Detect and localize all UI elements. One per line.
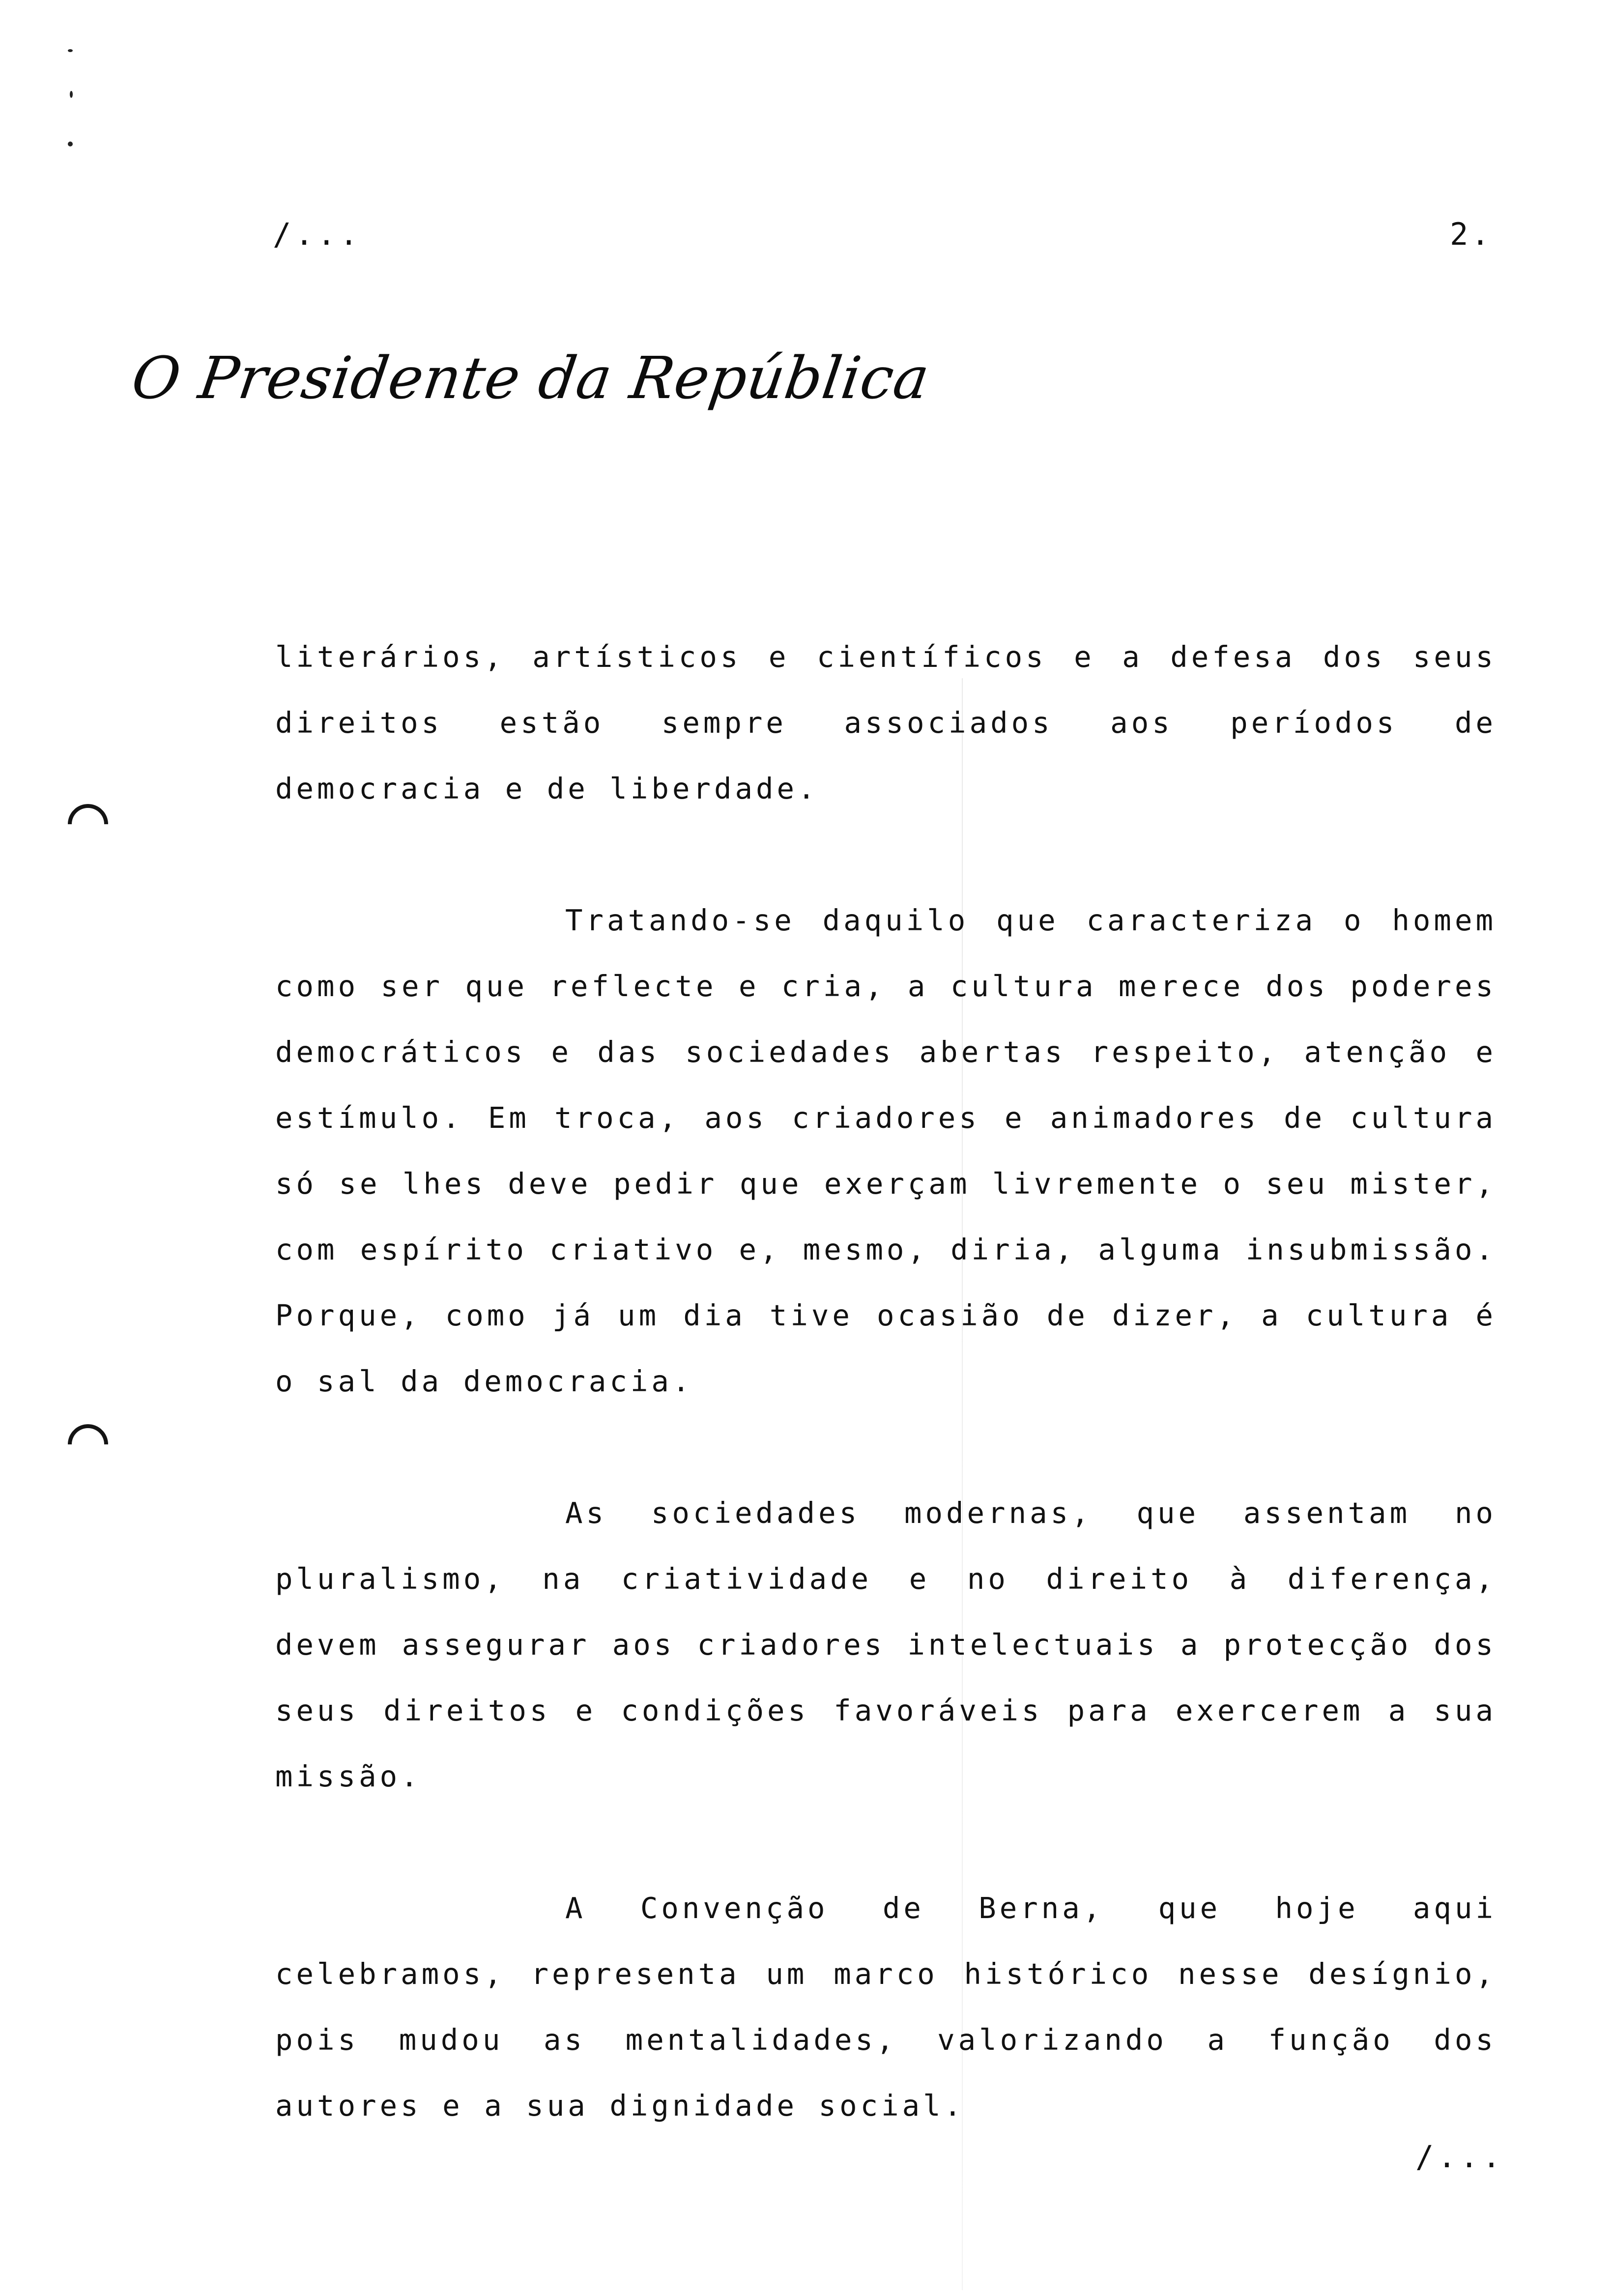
document-body — [275, 624, 1497, 2205]
paragraph: A Convenção de Berna, que hoje aqui celebramos, representa um marco histórico nesse desígnio, pois mudou as mentalidades, valorizando a função dos autores e a sua dignidade social. — [275, 1891, 1497, 2123]
continuation-marker-top: /... — [273, 216, 362, 252]
continuation-marker-bottom: /... — [1415, 2139, 1505, 2175]
punch-hole-mark — [59, 1416, 116, 1473]
margin-mark — [70, 91, 73, 98]
margin-mark — [68, 142, 73, 146]
margin-mark — [68, 49, 73, 52]
paragraph: As sociedades modernas, que assentam no pluralismo, na criatividade e no direito à diferença, devem assegurar aos criadores intelectuais a protecção dos seus direitos e condições favoráveis para exercerem a sua missão. — [275, 1496, 1497, 1793]
letterhead-title: O Presidente da República — [128, 344, 934, 412]
punch-hole-mark — [59, 796, 116, 853]
paragraph: literários, artísticos e científicos e a defesa dos seus direitos estão sempre associados aos períodos de democracia e de liberdade. — [275, 640, 1497, 805]
page-number: 2. — [1450, 216, 1493, 252]
paragraph: Tratando-se daquilo que caracteriza o homem como ser que reflecte e cria, a cultura merece dos poderes democráticos e das sociedades abertas respeito, atenção e estímulo. Em troca, aos criadores e animadores de cultura só se lhes deve pedir que exerçam livremente o seu mister, com espírito criativo e, mesmo, diria, alguma insubmissão. Porque, como já um dia tive ocasião de dizer, a cultura é o sal da democracia. — [275, 903, 1497, 1398]
